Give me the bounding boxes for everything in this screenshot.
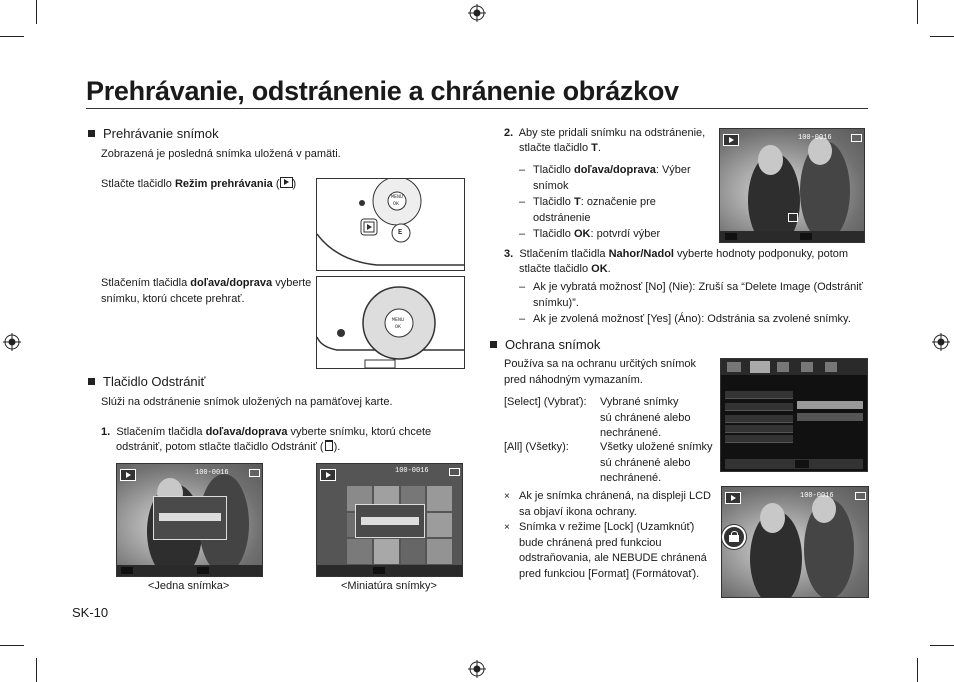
camera-buttons-drawing [317,179,464,270]
text-part: Aby ste pridali snímku na odstránenie, [518,127,706,139]
delete-dialog [355,504,425,538]
crop-mark [930,36,954,37]
menu-tab [777,362,789,372]
text-part: Stlačením tlačidla [101,277,191,289]
playback-text-2 [101,177,296,193]
text-bold: doľava/doprava [190,277,273,289]
play-triangle [284,179,289,185]
text-bold: Režim prehrávania [174,178,273,190]
dash-text [533,227,660,243]
play-icon [120,469,136,481]
text-part: Stlačením tlačidla [116,426,206,438]
crop-mark [36,658,37,682]
crop-mark [917,658,918,682]
protect-text [504,357,696,388]
crop-mark [917,0,918,24]
text-part: nechránené. [600,427,662,439]
text-part: pred náhodným vymazaním. [504,373,643,386]
menu-tab [727,362,741,372]
note-mark: × [504,522,510,533]
dialog-option [361,517,419,525]
text-bold: doľava/doprava [205,426,288,438]
registration-mark-icon [3,333,21,351]
note-mark: × [504,491,510,502]
section-heading-delete [88,374,205,389]
text-part: ) [292,178,297,190]
camera-label-menu: MENU [392,317,405,323]
playback-text-1: Zobrazená je posledná snímka uložená v pamäti. [101,148,341,160]
delete-dialog [153,496,227,540]
text-part: pred funkciou [Format] (Formátovať). [519,567,700,580]
photo-face [760,503,785,533]
dash: – [519,196,526,208]
note-text [519,520,707,582]
crop-mark [0,36,24,37]
text-part: Vybrané snímky [600,396,679,408]
lcd-screen-protected [721,486,869,598]
registration-mark-icon [468,660,486,678]
menu-tab-active [750,361,770,373]
crop-mark [36,0,37,24]
file-number: 100-0016 [798,134,832,142]
text-part: ( [272,178,280,190]
option-all-desc [600,440,713,487]
step-number: 2. [504,127,514,139]
text-bold: OK [591,263,608,275]
text-part: Všetky uložené snímky [600,441,713,453]
text-part: stlačte tlačidlo [519,142,592,154]
bar-segment [197,567,209,574]
menu-item [725,415,793,423]
caption-single: <Jedna snímka> [148,580,230,592]
menu-item [725,435,793,443]
sub-item-no [519,280,869,312]
delete-step-2-line2 [519,141,601,157]
dash-item-1 [519,163,709,195]
camera-dial-drawing [317,277,464,368]
menu-item [725,391,793,399]
text-part: Ak je vybratá možnosť [No] (Nie): Zruší sa “Delete Image (Odstrániť [533,281,863,293]
text-part: Tlačidlo [533,164,574,176]
text-part: Tlačidlo [533,196,574,208]
trash-icon [325,440,333,451]
menu-item [725,403,793,411]
text-part: Stlačením tlačidla [519,248,609,260]
dash-text [533,280,863,311]
text-part: vyberte hodnoty podponuky, potom [673,248,849,260]
play-icon [280,177,293,188]
lock-body [729,535,739,542]
thumbnail [427,539,452,564]
dash-text [533,195,656,226]
step-number: 1. [101,426,111,438]
option-select-desc [600,395,691,442]
text-part: sa objaví ikona ochrany. [519,505,637,518]
file-number: 100-0016 [800,492,834,500]
crop-mark [0,645,24,646]
bar-segment [373,567,385,574]
text-part: Tlačidlo [533,228,574,240]
text-part: . [607,263,611,275]
text-part: ). [333,441,341,453]
page-number: SK-10 [72,605,109,620]
text-bold: Nahor/Nadol [608,248,674,260]
screen-bottom-bar [117,565,262,576]
section-heading-playback [88,126,219,141]
caption-thumbnail: <Miniatúra snímky> [341,580,437,592]
lock-icon [722,525,746,549]
dash: – [519,164,526,176]
thumbnail [374,539,399,564]
text-part: odstránenie [533,211,591,224]
text-part: Používa sa na ochranu určitých snímok [504,358,696,370]
text-part: . [597,142,601,154]
text-part: odstrániť, potom stlačte tlačidlo Odstrániť ( [116,441,324,453]
battery-icon [249,469,260,477]
screen-bottom-bar [317,565,462,576]
lcd-screen-select-delete [719,128,865,243]
dash-text [533,163,691,194]
thumbnail [427,486,452,511]
text-part: : označenie pre [580,196,656,208]
option-select-label: [Select] (Vybrať): [504,396,587,408]
text-part: sú chránené alebo [600,456,691,469]
bar-segment [121,567,133,574]
delete-text-1: Slúži na odstránenie snímok uložených na pamäťovej karte. [101,396,393,408]
playback-text-3 [101,276,311,307]
text-part: snímku, ktorú chcete prehrať. [101,292,245,305]
menu-tab [801,362,813,372]
battery-icon [851,134,862,142]
bar-segment [795,460,809,468]
camera-dial-illustration [316,276,465,369]
dash-text: Ak je zvolená možnosť [Yes] (Áno): Odstránia sa zvolené snímky. [533,313,851,325]
crop-mark [930,645,954,646]
battery-icon [449,468,460,476]
text-part: Snímka v režime [Lock] (Uzamknúť) [519,521,695,533]
dash: – [519,313,526,325]
lcd-protect-menu [720,358,868,472]
delete-step-3 [504,247,848,263]
dash: – [519,281,526,293]
bullet-square-icon [490,341,497,348]
lcd-screen-single [116,463,263,577]
file-number: 100-0016 [395,467,429,475]
camera-label-e: E [398,229,403,237]
text-part: snímku)”. [533,296,579,309]
lcd-screen-thumbnails [316,463,463,577]
dialog-option [159,513,221,521]
delete-step-1-line2 [116,440,340,456]
play-icon [725,492,741,504]
page-title: Prehrávanie, odstránenie a chránenie obrázkov [86,76,679,106]
text-part: bude chránená pred funkciou [519,536,662,549]
heading-text: Ochrana snímok [505,337,601,352]
text-part: stlačte tlačidlo [519,263,592,275]
photo-face [758,145,783,175]
delete-step-3-line2 [519,262,611,278]
file-number: 100-0016 [195,469,229,477]
text-part: nechránené. [600,472,662,484]
screen-bottom-bar [720,231,864,242]
menu-bottom-bar [725,459,863,469]
bullet-square-icon [88,130,95,137]
dash-item-3 [519,227,709,243]
menu-item [725,425,793,433]
play-icon [723,134,739,146]
registration-mark-icon [932,333,950,351]
dash: – [519,228,526,240]
battery-icon [855,492,866,500]
sub-item-yes [519,312,869,328]
text-part: snímok [533,179,569,192]
section-heading-protect [490,337,600,352]
delete-mark-icon [788,213,798,222]
text-part: vyberte [272,277,312,289]
thumbnail [401,539,426,564]
menu-tab [825,362,837,372]
note-text [519,489,711,520]
play-icon [320,469,336,481]
thumbnail [427,513,452,538]
menu-tab-bar [721,359,867,375]
thumbnail [347,539,372,564]
dash-item-2 [519,195,709,227]
text-part: sú chránené alebo [600,411,691,424]
text-bold: T [573,196,581,208]
camera-label-menu: MENU [391,194,404,200]
text-part: Stlačte tlačidlo [101,178,175,190]
heading-text: Tlačidlo Odstrániť [103,374,206,389]
text-part: Ak je snímka chránená, na displeji LCD [519,490,711,502]
bullet-square-icon [88,378,95,385]
camera-back-illustration [316,178,465,271]
text-bold: T [591,142,598,154]
submenu-item [797,413,863,421]
option-all-label: [All] (Všetky): [504,441,569,453]
title-rule [86,108,868,109]
text-bold: OK [573,228,591,240]
submenu-item-selected [797,401,863,409]
registration-mark-icon [468,4,486,22]
delete-step-2 [504,126,705,142]
camera-label-ok: OK [393,201,400,207]
text-bold: doľava/doprava [573,164,656,176]
text-part: vyberte snímku, ktorú chcete [287,426,432,438]
heading-text: Prehrávanie snímok [103,126,219,141]
text-part: odstraňovania, ale NEBUDE chránená [519,552,707,564]
bar-segment [800,233,812,240]
text-part: : Výber [655,164,691,176]
bar-segment [725,233,737,240]
step-number: 3. [504,248,514,260]
delete-step-1 [101,425,431,441]
text-part: : potvrdí výber [590,228,661,240]
camera-label-ok: OK [395,324,402,330]
